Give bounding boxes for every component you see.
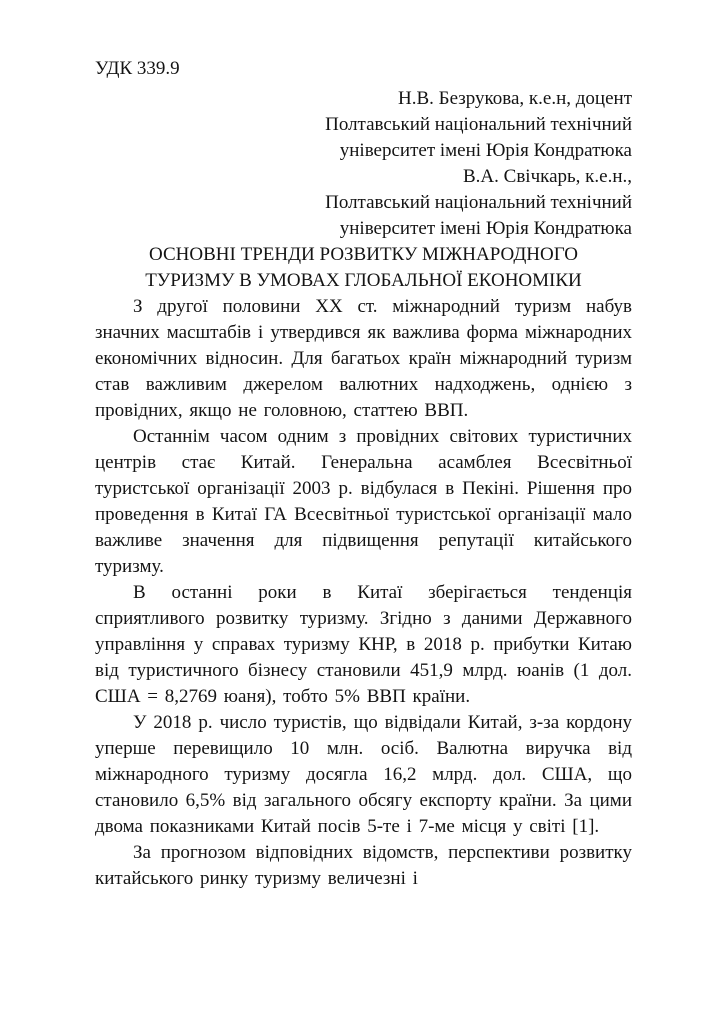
- paragraph-4: У 2018 р. число туристів, що відвідали Китай, з-за кордону уперше перевищило 10 млн. осіб. Валютна виручка від міжнародного туризму досягла 16,2 млрд. дол. США, що становило 6,5% від загального обсягу експорту країни. За цими двома показниками Китай посів 5-те і 7-ме місця у світі [1].: [95, 712, 632, 837]
- author-affiliation-line: Полтавський національний технічний: [325, 114, 632, 135]
- paragraph-5: За прогнозом відповідних відомств, перспективи розвитку китайського ринку туризму величезні і: [95, 842, 632, 889]
- author-affiliation-line: Полтавський національний технічний: [325, 192, 632, 213]
- author-affiliation-line: університет імені Юрія Кондратюка: [339, 140, 632, 161]
- paragraph-1: З другої половини ХХ ст. міжнародний туризм набув значних масштабів і утвердився як важлива форма міжнародних економічних відносин. Для багатьох країн міжнародний туризм став важливим джерелом валютних надходжень, однією з провідних, якщо не головною, статтею ВВП.: [95, 296, 632, 421]
- udc-code: УДК 339.9: [95, 58, 180, 79]
- author-affiliation-line: університет імені Юрія Кондратюка: [339, 218, 632, 239]
- paragraph-3: В останні роки в Китаї зберігається тенденція сприятливого розвитку туризму. Згідно з даними Державного управління у справах туризму КНР, в 2018 р. прибутки Китаю від туристичного бізнесу становили 451,9 млрд. юанів (1 дол. США = 8,2769 юаня), тобто 5% ВВП країни.: [95, 582, 632, 707]
- paragraph-2: Останнім часом одним з провідних світових туристичних центрів стає Китай. Генеральна асамблея Всесвітньої туристської організації 2003 р. відбулася в Пекіні. Рішення про проведення в Китаї ГА Всесвітньої туристської організації мало важливе значення для підвищення репутації китайського туризму.: [95, 426, 632, 577]
- author-block: [95, 86, 632, 242]
- article-title: [95, 242, 632, 294]
- title-line: ОСНОВНІ ТРЕНДИ РОЗВИТКУ МІЖНАРОДНОГО: [149, 244, 578, 265]
- author-line: В.А. Свічкарь, к.е.н.,: [463, 166, 632, 187]
- author-line: Н.В. Безрукова, к.е.н, доцент: [398, 88, 632, 109]
- title-line: ТУРИЗМУ В УМОВАХ ГЛОБАЛЬНОЇ ЕКОНОМІКИ: [145, 270, 582, 291]
